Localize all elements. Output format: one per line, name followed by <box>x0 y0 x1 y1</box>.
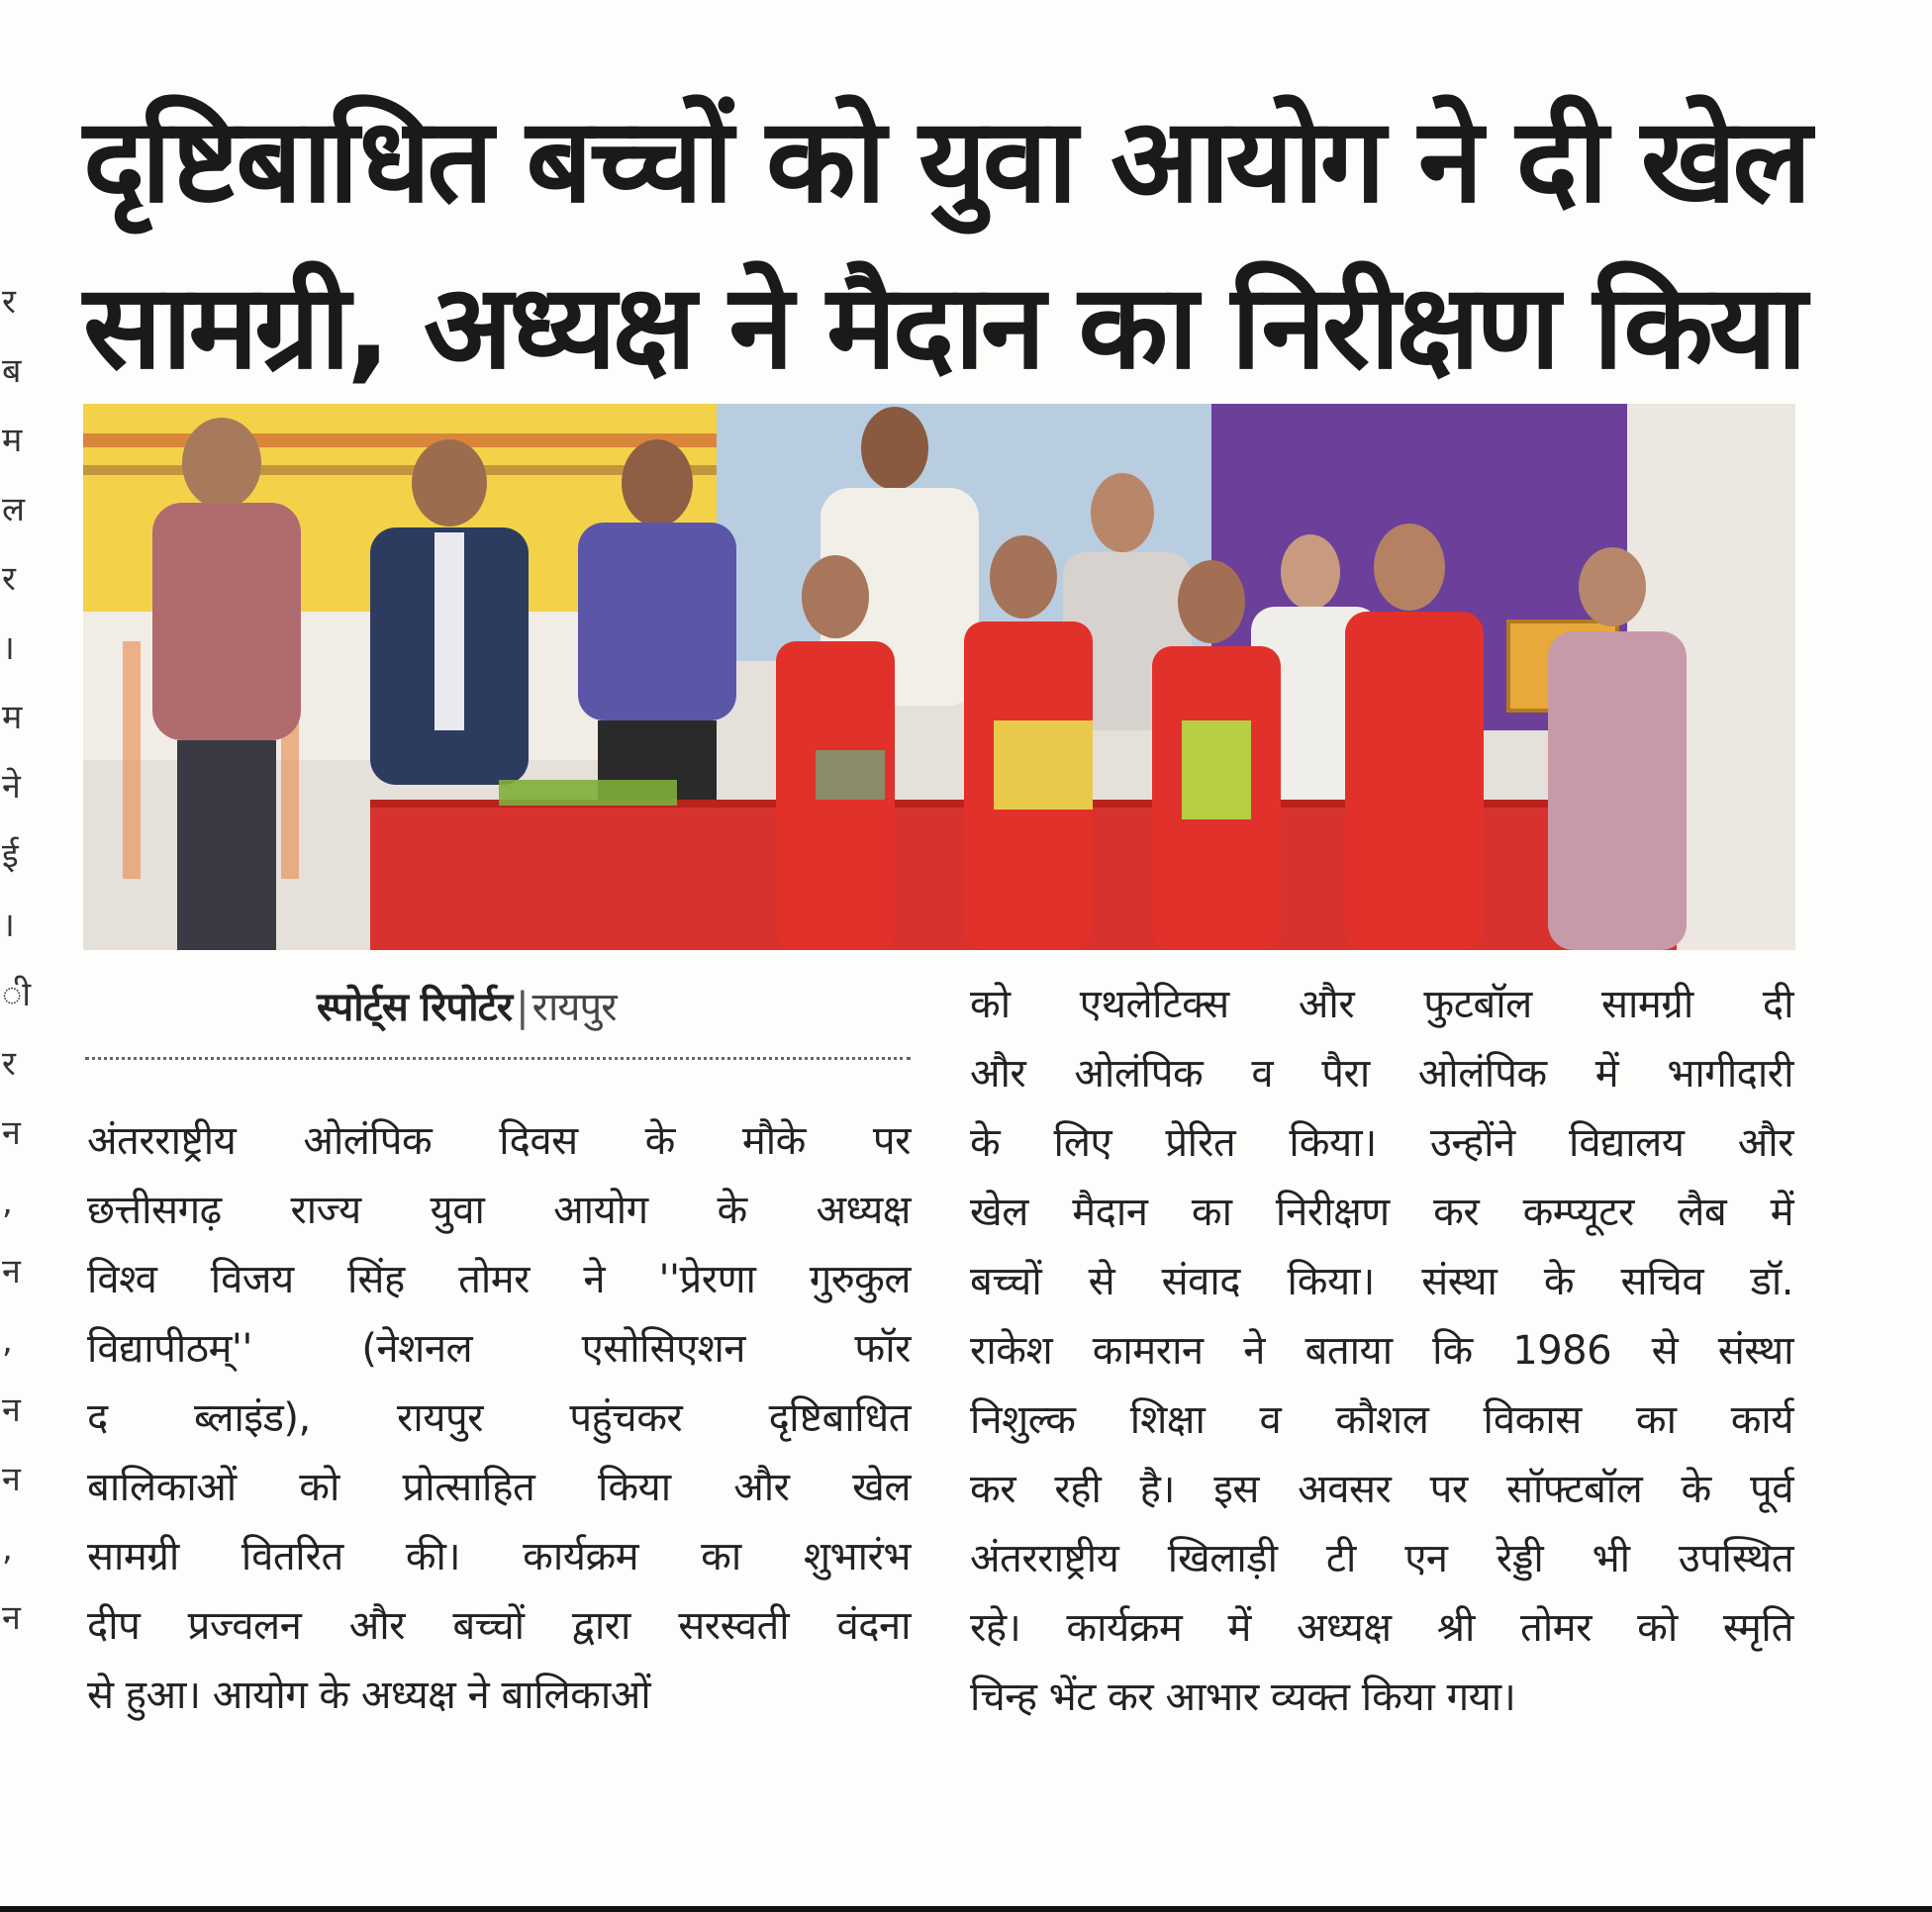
edge-text-fragment: र <box>2 1044 16 1084</box>
byline-separator: | <box>516 985 529 1030</box>
byline-divider <box>85 1057 911 1060</box>
edge-text-fragment: ने <box>2 767 21 807</box>
edge-text-fragment: न <box>2 1598 21 1638</box>
body-text-line: के लिए प्रेरित किया। उन्होंने विद्यालय और <box>970 1120 1793 1166</box>
body-text-line: निशुल्क शिक्षा व कौशल विकास का कार्य <box>970 1397 1793 1443</box>
edge-text-fragment: ई <box>2 836 19 876</box>
edge-text-fragment: न <box>2 1252 21 1291</box>
edge-text-fragment: ी <box>2 975 32 1014</box>
body-text-line: कर रही है। इस अवसर पर सॉफ्टबॉल के पूर्व <box>970 1467 1793 1512</box>
headline-line-1: दृष्टिबाधित बच्चों को युवा आयोग ने दी खेल <box>83 92 1808 229</box>
adjacent-column-fragment <box>2 267 32 1653</box>
edge-text-fragment: र <box>2 282 16 322</box>
article-body-right-column <box>970 970 1793 1732</box>
edge-text-fragment: ब <box>2 351 22 391</box>
adult-purple-shirt <box>578 523 736 720</box>
byline <box>317 978 617 1032</box>
body-text-line: विश्व विजय सिंह तोमर ने ''प्रेरणा गुरुकुल <box>87 1257 911 1302</box>
edge-text-fragment: न <box>2 1390 21 1430</box>
sports-kit-pack <box>1182 720 1251 819</box>
event-photo-illustration <box>83 404 1795 950</box>
article-body-left-column <box>87 1106 911 1730</box>
edge-text-fragment: ल <box>2 490 26 529</box>
event-photo <box>83 404 1795 950</box>
edge-text-fragment: । <box>2 628 15 668</box>
edge-text-fragment: , <box>2 1321 13 1361</box>
edge-text-fragment: न <box>2 1460 21 1499</box>
body-text-line: सामग्री वितरित की। कार्यक्रम का शुभारंभ <box>87 1534 911 1579</box>
byline-reporter: स्पोर्ट्स रिपोर्टर <box>317 985 513 1030</box>
body-text-line: अंतरराष्ट्रीय खिलाड़ी टी एन रेड्डी भी उपस्थित <box>970 1536 1793 1581</box>
byline-place: रायपुर <box>531 985 617 1030</box>
page-bottom-border <box>0 1906 1932 1912</box>
body-text-line: बच्चों से संवाद किया। संस्था के सचिव डॉ. <box>970 1259 1793 1304</box>
edge-text-fragment: । <box>2 906 15 945</box>
body-text-line: द ब्लाइंड), रायपुर पहुंचकर दृष्टिबाधित <box>87 1395 911 1441</box>
body-text-line: छत्तीसगढ़ राज्य युवा आयोग के अध्यक्ष <box>87 1188 911 1233</box>
body-text-line: राकेश कामरान ने बताया कि 1986 से संस्था <box>970 1328 1793 1374</box>
body-text-line: को एथलेटिक्स और फुटबॉल सामग्री दी <box>970 982 1793 1027</box>
body-text-line: बालिकाओं को प्रोत्साहित किया और खेल <box>87 1465 911 1510</box>
edge-text-fragment: न <box>2 1113 21 1153</box>
edge-text-fragment: र <box>2 559 16 599</box>
body-text-line: रहे। कार्यक्रम में अध्यक्ष श्री तोमर को स्मृति <box>970 1605 1793 1651</box>
body-text-line: विद्यापीठम्'' (नेशनल एसोसिएशन फॉर <box>87 1326 911 1372</box>
headline <box>83 77 1808 410</box>
edge-text-fragment: , <box>2 1183 13 1222</box>
headline-line-2: सामग्री, अध्यक्ष ने मैदान का निरीक्षण किया <box>83 258 1803 395</box>
sports-kit-box <box>994 720 1093 810</box>
edge-text-fragment: म <box>2 421 23 460</box>
edge-text-fragment: म <box>2 698 23 737</box>
body-text-line: खेल मैदान का निरीक्षण कर कम्प्यूटर लैब में <box>970 1190 1793 1235</box>
edge-text-fragment: , <box>2 1529 13 1569</box>
body-text-line: चिन्ह भेंट कर आभार व्यक्त किया गया। <box>970 1674 1516 1720</box>
adult-maroon-shirt <box>152 503 301 740</box>
woman-pink-suit <box>1548 631 1687 950</box>
body-text-line: से हुआ। आयोग के अध्यक्ष ने बालिकाओं <box>87 1673 651 1718</box>
body-text-line: अंतरराष्ट्रीय ओलंपिक दिवस के मौके पर <box>87 1118 911 1164</box>
body-text-line: और ओलंपिक व पैरा ओलंपिक में भागीदारी <box>970 1051 1793 1097</box>
body-text-line: दीप प्रज्वलन और बच्चों द्वारा सरस्वती वंदना <box>87 1603 911 1649</box>
